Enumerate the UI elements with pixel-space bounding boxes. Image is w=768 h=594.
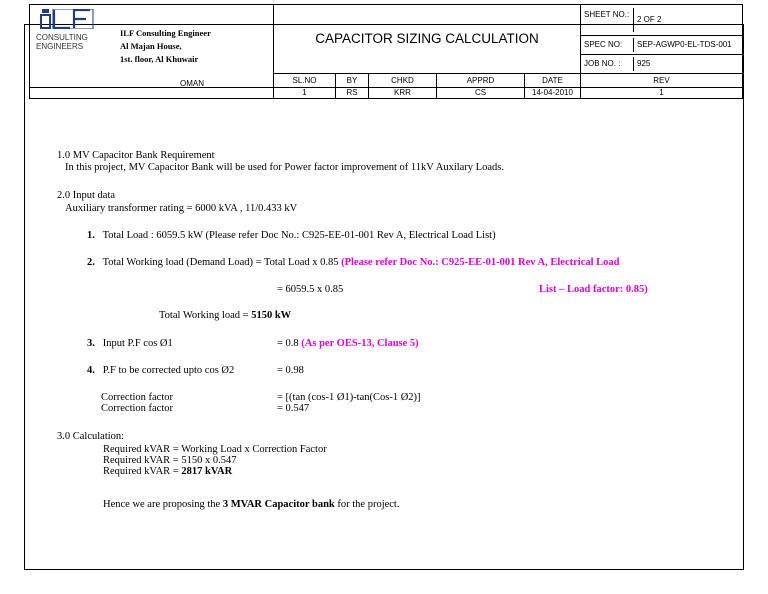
item-3-value-row — [277, 338, 419, 350]
item-4 — [87, 365, 234, 377]
conclusion-post: for the project. — [337, 499, 400, 510]
item-3-value: = 0.8 — [277, 338, 299, 349]
total-working-value: 5150 kW — [251, 310, 292, 321]
spec-value: SEP-AGWP0-EL-TDS-001 — [637, 40, 732, 50]
sheet-value: 2 OF 2 — [637, 15, 662, 25]
company-address-2: 1st. floor, Al Khuwair — [120, 54, 199, 64]
col-value-date: 14-04-2010 — [525, 88, 581, 99]
spec-row — [581, 36, 743, 55]
item-2 — [87, 257, 620, 269]
company-address-1: Al Majan House, — [120, 41, 182, 51]
col-header-slno: SL.NO — [274, 74, 336, 88]
col-header-chkd: CHKD — [369, 74, 437, 88]
section-1-text: In this project, MV Capacitor Bank will be used for Power factor improvement of 11kV Auxilary Loads. — [65, 162, 504, 173]
logo-sub-consulting: CONSULTING — [36, 33, 88, 42]
sheet-label: SHEET NO.: — [581, 8, 634, 32]
item-3-number: 3. — [87, 338, 95, 349]
calc-line-1: Required kVAR = Working Load x Correction Factor — [103, 444, 327, 455]
item-4-number: 4. — [87, 365, 95, 376]
calc-line-3-label: Required kVAR = — [103, 466, 179, 477]
conclusion-bold: 3 MVAR Capacitor bank — [222, 499, 335, 510]
item-1 — [87, 230, 496, 242]
section-3-heading: 3.0 Calculation: — [57, 431, 125, 442]
section-1-heading: 1.0 MV Capacitor Bank Requirement — [57, 150, 215, 161]
title-block — [29, 4, 743, 99]
col-header-rev: REV — [581, 74, 743, 88]
col-value-slno: 1 — [274, 88, 336, 99]
calc-line-3 — [103, 466, 232, 478]
correction-factor-formula: = [(tan (cos-1 Ø1)-tan(Cos-1 Ø2)] — [277, 392, 421, 403]
total-working-label: Total Working load = — [159, 310, 249, 321]
col-value-chkd: KRR — [369, 88, 437, 99]
blank-cell — [30, 88, 274, 99]
conclusion — [103, 499, 399, 511]
sheet-row — [581, 5, 743, 36]
item-2-number: 2. — [87, 257, 95, 268]
col-value-apprd: CS — [437, 88, 525, 99]
item-4-label: P.F to be corrected upto cos Ø2 — [102, 365, 235, 376]
col-value-rev: 1 — [581, 88, 743, 99]
company-block — [30, 5, 274, 88]
item-2-text: Total Working load (Demand Load) = Total Load x 0.85 — [102, 257, 339, 268]
company-country: OMAN — [180, 79, 204, 88]
item-2-calculation: = 6059.5 x 0.85 — [277, 284, 344, 295]
ilf-logo — [40, 9, 106, 29]
item-1-text: Total Load : 6059.5 kW (Please refer Doc No.: C925-EE-01-001 Rev A, Electrical Load List) — [102, 230, 496, 241]
job-value: 925 — [637, 59, 651, 69]
item-3-label: Input P.F cos Ø1 — [102, 338, 173, 349]
spec-label: SPEC NO: — [581, 38, 634, 52]
total-working-load — [159, 310, 291, 322]
calc-result: 2817 kVAR — [181, 466, 233, 477]
col-header-date: DATE — [525, 74, 581, 88]
conclusion-pre: Hence we are proposing the — [103, 499, 221, 510]
item-3-reference: (As per OES-13, Clause 5) — [301, 338, 419, 349]
item-3 — [87, 338, 173, 350]
document-title: CAPACITOR SIZING CALCULATION — [274, 5, 581, 74]
item-2-reference-cont: List – Load factor: 0.85) — [539, 284, 648, 295]
section-2-text: Auxiliary transformer rating = 6000 kVA , 11/0.433 kV — [65, 203, 298, 214]
correction-factor-label-2: Correction factor — [101, 403, 174, 414]
item-4-value: = 0.98 — [277, 365, 304, 376]
company-name: ILF Consulting Engineer — [120, 28, 211, 38]
logo-sub-engineers: ENGINEERS — [36, 42, 84, 51]
job-row — [581, 55, 743, 74]
correction-factor-label-1: Correction factor — [101, 392, 174, 403]
document-page — [24, 24, 744, 570]
col-header-by: BY — [336, 74, 369, 88]
col-value-by: RS — [336, 88, 369, 99]
col-header-apprd: APPRD — [437, 74, 525, 88]
calc-line-2: Required kVAR = 5150 x 0.547 — [103, 455, 237, 466]
correction-factor-value: = 0.547 — [277, 403, 310, 414]
section-2-heading: 2.0 Input data — [57, 190, 116, 201]
job-label: JOB NO. : — [581, 57, 634, 71]
item-1-number: 1. — [87, 230, 95, 241]
item-2-reference: (Please refer Doc No.: C925-EE-01-001 Rev A, Electrical Load — [341, 257, 620, 268]
